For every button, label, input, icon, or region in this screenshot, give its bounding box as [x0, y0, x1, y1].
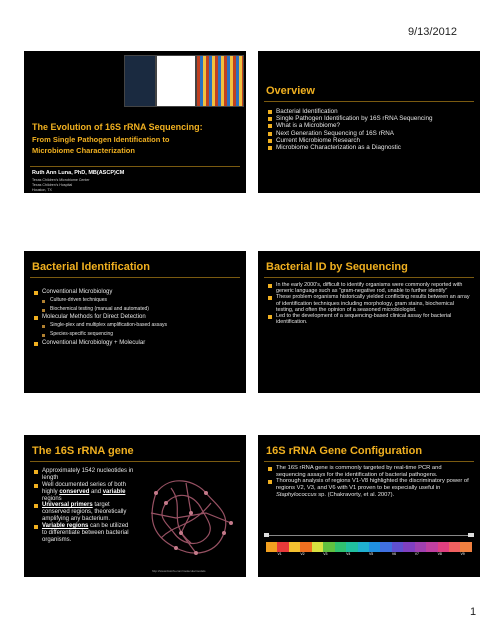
variable-regions-term: Variable regions [42, 523, 89, 530]
list-item: Single Pathogen Identification by 16S rRNA Sequencing [268, 115, 468, 122]
region-label: V2 [300, 552, 305, 556]
slide1-title: The Evolution of 16S rRNA Sequencing: [32, 122, 203, 132]
list-item: Conventional Microbiology [34, 289, 234, 296]
list-item: Microbiome Characterization as a Diagnostic [268, 144, 468, 151]
variable-term: variable [102, 488, 126, 495]
image-credit: http://www.bioinfo.com/molecularmodels [152, 569, 206, 573]
list-item [268, 478, 472, 498]
identification-list [34, 289, 234, 347]
conserved-segment [289, 542, 300, 552]
thumbnail-figure-1 [124, 55, 156, 107]
conserved-segment [380, 542, 391, 552]
gene-list [34, 468, 134, 544]
list-subitem: Biochemical testing (manual and automated) [34, 307, 234, 313]
italic-genus: Staphylococcus [276, 491, 317, 498]
thumbnail-figure-3 [196, 55, 244, 107]
conserved-segment [358, 542, 369, 552]
gene-map-start [264, 533, 269, 537]
list-item [34, 523, 134, 544]
slide1-subtitle-line1: From Single Pathogen Identification to [32, 135, 170, 144]
list-subitem: Species-specific sequencing [34, 332, 234, 338]
divider [30, 461, 240, 462]
divider [30, 277, 240, 278]
divider [264, 101, 474, 102]
list-item [34, 502, 134, 523]
region-label: V8 [437, 552, 442, 556]
divider [264, 277, 474, 278]
text-span: Well documented series of both highly [42, 481, 126, 495]
region-label: V9 [460, 552, 465, 556]
region-label: V6 [391, 552, 397, 556]
configuration-list [268, 465, 472, 498]
list-item: These problem organisms historically yielded conflicting results between an array of identification techniques including morphology, gram stains, biochemical testing, and often the opinion of a seasoned microbiologist. [268, 294, 472, 313]
conserved-segment [426, 542, 437, 552]
conserved-segment [312, 542, 323, 552]
page-number: 1 [470, 606, 477, 618]
conserved-segment [403, 542, 414, 552]
list-subitem: Single-plex and multiplex amplification-based assays [34, 323, 234, 329]
variable-region-v3 [323, 542, 334, 556]
text-span: target conserved regions, theoretically amplifying any bacterium. [42, 502, 127, 523]
slide-bacterial-id-sequencing [258, 251, 480, 393]
thumbnail-figure-2 [156, 55, 196, 107]
variable-region-v2 [300, 542, 311, 556]
slide2-title: Overview [266, 85, 315, 97]
slide-16s-gene-configuration [258, 435, 480, 577]
affiliation-2: Texas Children's Hospital [32, 183, 73, 187]
variable-region-v9 [460, 542, 471, 556]
text-span: sp. (Chakravorty, et al. 2007). [316, 491, 395, 498]
text-span: regions [42, 495, 62, 502]
slide6-title: 16S rRNA Gene Configuration [266, 445, 423, 457]
text-span: Thorough analysis of regions V1-V8 highlighted the discriminatory power of regions V2, V3, and V6 with V1 proven to be especially useful in [276, 478, 469, 491]
gene-map-end [468, 533, 474, 537]
list-item: Next Generation Sequencing of 16S rRNA [268, 130, 468, 137]
slide3-title: Bacterial Identification [32, 261, 150, 273]
region-label: V7 [414, 552, 419, 556]
list-item [34, 482, 134, 503]
region-label: V5 [368, 552, 374, 556]
region-label: V1 [277, 552, 282, 556]
conserved-segment [449, 542, 460, 552]
slide-title [24, 51, 246, 193]
sequencing-list [268, 282, 472, 325]
list-item: What is a Microbiome? [268, 122, 468, 129]
list-item: Conventional Microbiology + Molecular [34, 340, 234, 347]
rrna-molecule-image [136, 463, 244, 567]
slide4-title: Bacterial ID by Sequencing [266, 261, 408, 273]
conserved-term: conserved [59, 488, 90, 495]
slide5-title: The 16S rRNA gene [32, 445, 134, 457]
list-item: Bacterial Identification [268, 108, 468, 115]
slide1-subtitle-line2: Microbiome Characterization [32, 146, 135, 155]
variable-region-v1 [277, 542, 288, 556]
divider [30, 166, 240, 167]
variable-region-v6 [391, 542, 403, 556]
region-label: V3 [323, 552, 328, 556]
text-span: and [89, 488, 103, 495]
variable-region-v8 [437, 542, 449, 556]
list-item: The 16S rRNA gene is commonly targeted by real-time PCR and sequencing assays for the identification of bacterial pathogens. [268, 465, 472, 478]
header-date: 9/13/2012 [408, 26, 457, 38]
affiliation-1: Texas Children's Microbiome Center [32, 178, 90, 182]
divider [264, 461, 474, 462]
overview-list [268, 108, 468, 151]
list-item: Molecular Methods for Direct Detection [34, 314, 234, 321]
list-item: In the early 2000's, difficult to identify organisms were commonly reported with generic language such as "gram-negative rod, unable to further identify" [268, 282, 472, 294]
slide-overview [258, 51, 480, 193]
region-label: V4 [346, 552, 351, 556]
list-item: Approximately 1542 nucleotides in length [34, 468, 134, 482]
conserved-segment [266, 542, 277, 552]
slide-bacterial-identification [24, 251, 246, 393]
gene-map-bar [266, 542, 472, 556]
universal-primers-term: Universal primers [42, 502, 93, 509]
affiliation-3: Houston, TX [32, 188, 52, 192]
list-subitem: Culture-driven techniques [34, 298, 234, 304]
list-item: Current Microbiome Research [268, 137, 468, 144]
slide-16s-rrna-gene [24, 435, 246, 577]
gene-map-axis [266, 535, 472, 536]
variable-region-v5 [368, 542, 380, 556]
author-name: Ruth Ann Luna, PhD, MB(ASCP)CM [32, 170, 125, 176]
list-item: Led to the development of a sequencing-based clinical assay for bacterial identification. [268, 313, 472, 325]
conserved-segment [335, 542, 346, 552]
variable-region-v4 [346, 542, 357, 556]
text-span: can be utilized to differentiate between bacterial organisms. [42, 523, 129, 543]
variable-region-v7 [414, 542, 426, 556]
